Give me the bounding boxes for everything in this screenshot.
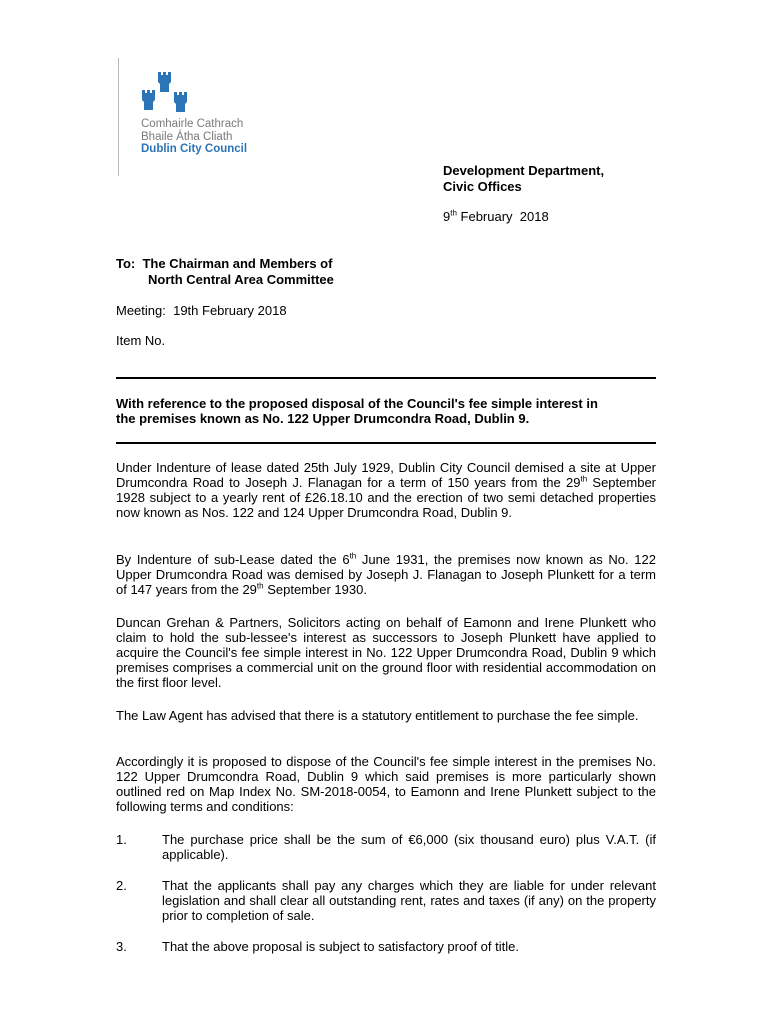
paragraph-lease bbox=[116, 460, 656, 520]
logo-line-irish-1: Comhairle Cathrach bbox=[141, 118, 244, 130]
meeting-date: Meeting: 19th February 2018 bbox=[116, 303, 287, 318]
condition-3-number: 3. bbox=[116, 939, 127, 954]
to-line-1: To: The Chairman and Members of bbox=[116, 256, 333, 271]
header-divider bbox=[118, 58, 119, 176]
paragraph-law-agent: The Law Agent has advised that there is a statutory entitlement to purchase the fee simple. bbox=[116, 708, 639, 723]
condition-1-number: 1. bbox=[116, 832, 127, 847]
condition-2-text: That the applicants shall pay any charges which they are liable for under relevant legislation and shall clear all outstanding rent, rates and taxes (if any) on the property prior to completion of sale. bbox=[162, 878, 656, 923]
letter-date bbox=[443, 209, 549, 224]
subject-heading bbox=[116, 396, 660, 426]
to-line-2: North Central Area Committee bbox=[148, 272, 334, 287]
p1-text-b: September 1928 subject to a yearly rent of £26.18.10 and the erection of two semi detached properties now known as Nos. 122 and 124 Upper Drumcondra Road, Dublin 9. bbox=[116, 475, 656, 520]
p1-text-a: Under Indenture of lease dated 25th July 1929, Dublin City Council demised a site at Upper Drumcondra Road to Joseph J. Flanagan for a term of 150 years from the 29 bbox=[116, 460, 656, 490]
paragraph-proposal: Accordingly it is proposed to dispose of the Council's fee simple interest in the premises No. 122 Upper Drumcondra Road, Dublin 9 which said premises is more particularly shown outlined red on Map Index No. SM-2018-0054, to Eamonn and Irene Plunkett subject to the following terms and conditions: bbox=[116, 754, 656, 814]
date-suffix: th bbox=[450, 208, 457, 218]
condition-3-text: That the above proposal is subject to satisfactory proof of title. bbox=[162, 939, 519, 954]
item-number: Item No. bbox=[116, 333, 166, 348]
date-day: 9 bbox=[443, 209, 451, 224]
logo-line-irish-2: Bhaile Átha Cliath bbox=[141, 130, 233, 143]
subject-top-rule bbox=[116, 377, 656, 379]
council-logo-text bbox=[141, 118, 247, 156]
address-line-2: Civic Offices bbox=[443, 179, 522, 194]
address-line-1: Development Department, bbox=[443, 163, 605, 178]
p2-text-a: By Indenture of sub-Lease dated the 6 bbox=[116, 552, 350, 567]
p2-sup-2: th bbox=[256, 581, 264, 591]
paragraph-sublease bbox=[116, 552, 656, 597]
condition-2-number: 2. bbox=[116, 878, 127, 893]
logo-line-english: Dublin City Council bbox=[141, 143, 248, 155]
condition-1-text: The purchase price shall be the sum of €6,000 (six thousand euro) plus V.A.T. (if applicable). bbox=[162, 832, 656, 862]
p2-sup-1: th bbox=[349, 551, 357, 561]
p2-text-b: June 1931, the premises now known as No. 122 Upper Drumcondra Road was demised by Joseph J. Flanagan to Joseph Plunkett for a term of 147 years from the 29 bbox=[116, 552, 656, 597]
subject-line-1: With reference to the proposed disposal of the Council's fee simple interest in bbox=[116, 396, 598, 411]
subject-bottom-rule bbox=[116, 442, 656, 444]
castle-towers-icon bbox=[138, 70, 200, 116]
date-rest: February 2018 bbox=[456, 209, 549, 224]
p1-sup: th bbox=[580, 474, 588, 484]
p2-text-c: September 1930. bbox=[263, 582, 367, 597]
subject-line-2: the premises known as No. 122 Upper Drumcondra Road, Dublin 9. bbox=[116, 411, 530, 426]
paragraph-solicitors: Duncan Grehan & Partners, Solicitors acting on behalf of Eamonn and Irene Plunkett who claim to hold the sub-lessee's interest as successors to Joseph Plunkett have applied to acquire the Council's fee simple interest in No. 122 Upper Drumcondra Road, Dublin 9 which premises comprises a commercial unit on the ground floor with residential accommodation on the first floor level. bbox=[116, 615, 656, 690]
